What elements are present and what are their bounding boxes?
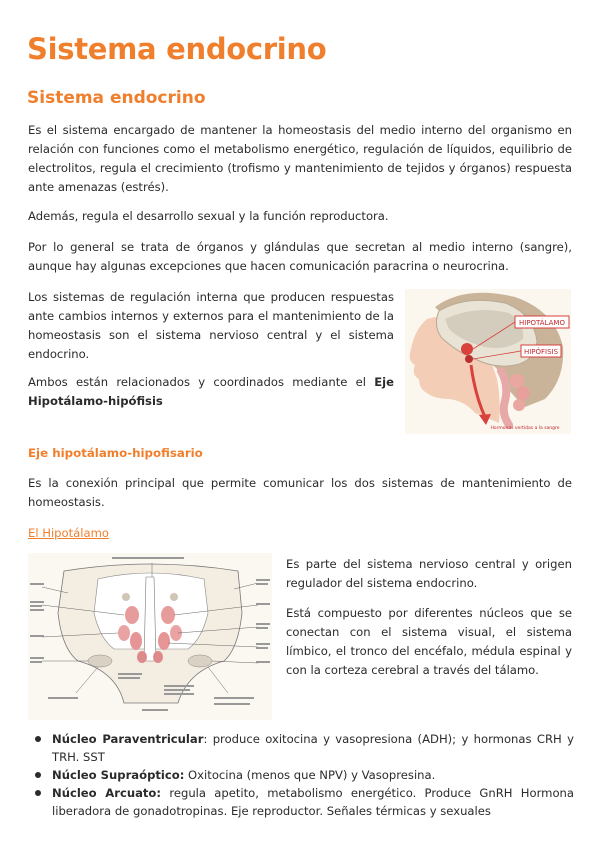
list-item-text: : produce oxitocina y vasopresiona (ADH); y hormonas CRH y TRH. SST [52, 732, 574, 764]
nuclei-list [28, 730, 574, 820]
optic-tract [88, 655, 112, 667]
paragraph-sexual: Además, regula el desarrollo sexual y la función reproductora. [28, 209, 389, 223]
axis-text: Ambos están relacionados y coordinados mediante el [28, 375, 375, 389]
nucleus-paraventricular [161, 606, 175, 624]
paragraph-organs: Por lo general se trata de órganos y glándulas que secretan al medio interno (sangre), aunque hay algunas excepciones que hacen comunicación paracrina o neurocrina. [28, 240, 572, 273]
third-ventricle [144, 577, 156, 661]
bullet-icon [35, 790, 41, 796]
spinal-cord [501, 371, 509, 425]
nucleus-arcuate [137, 651, 147, 663]
nucleus-paraventricular [125, 606, 139, 624]
list-item [28, 784, 574, 820]
paragraph-regulation: Los sistemas de regulación interna que producen respuestas ante cambios internos y externos para el mantenimiento de la homeostasis son el sistema nervioso central y el sistema endocrino. [28, 290, 394, 361]
pituitary-dot [465, 355, 473, 363]
nucleus-ventromedial [130, 632, 142, 650]
label-hipofisis: HIPÓFISIS [523, 348, 559, 356]
paragraph-connection: Es la conexión principal que permite comunicar los dos sistemas de mantenimiento de homeostasis. [28, 476, 572, 509]
braid-bead [513, 399, 525, 411]
page-title: Sistema endocrino [27, 32, 327, 66]
optic-tract [188, 655, 212, 667]
list-item-title: Núcleo Paraventricular [52, 732, 204, 746]
braid-bead [510, 374, 524, 388]
list-item-title: Núcleo Arcuato: [52, 786, 162, 800]
subsection-heading: Eje hipotálamo-hipofisario [28, 446, 203, 460]
paragraph-hipotalamo-nuclei: Está compuesto por diferentes núcleos que se conectan con el sistema visual, el sistema límbico, el tronco del encéfalo, médula espinal y con la corteza cerebral a través del tálamo. [286, 606, 572, 677]
nucleus-arcuate [153, 651, 163, 663]
paragraph-intro: Es el sistema encargado de mantener la homeostasis del medio interno del organismo en relación con funciones como el metabolismo energético, regulación de líquidos, equilibrio de electrolitos, regula el crecimiento (trofismo y mantenimiento de tejidos y órganos) respuesta ante amenazas (estrés). [28, 123, 572, 194]
list-item-text: regula apetito, metabolismo energético. Produce GnRH Hormona liberadora de gonadotropinas. Eje reproductor. Señales térmicas y sexuales [52, 786, 575, 818]
list-item-text: Oxitocina (menos que NPV) y Vasopresina. [184, 768, 436, 782]
section-title: Sistema endocrino [27, 88, 206, 108]
fornix [122, 593, 130, 601]
paragraph-axis [28, 373, 394, 411]
head-illustration [405, 289, 571, 434]
list-item [28, 730, 574, 766]
bullet-icon [35, 736, 41, 742]
paragraph-hipotalamo-origin: Es parte del sistema nervioso central y origen regulador del sistema endocrino. [286, 557, 572, 590]
fornix [170, 593, 178, 601]
hypothalamus-dot [461, 343, 473, 355]
hypothalamus-diagram [28, 553, 272, 720]
list-item-title: Núcleo Supraóptico: [52, 768, 185, 782]
bullet-icon [35, 772, 41, 778]
nucleus-ventromedial [158, 632, 170, 650]
figure-caption: Hormonas vertidas a la sangre [490, 426, 560, 431]
list-item [28, 766, 574, 784]
braid-bead [516, 386, 530, 400]
axis-bold: Eje Hipotálamo-hipófisis [28, 375, 394, 408]
nucleus-dorsomedial [118, 625, 130, 641]
hipotalamo-link[interactable]: El Hipotálamo [28, 526, 109, 540]
label-hipotalamo: HIPOTÁLAMO [519, 319, 565, 327]
